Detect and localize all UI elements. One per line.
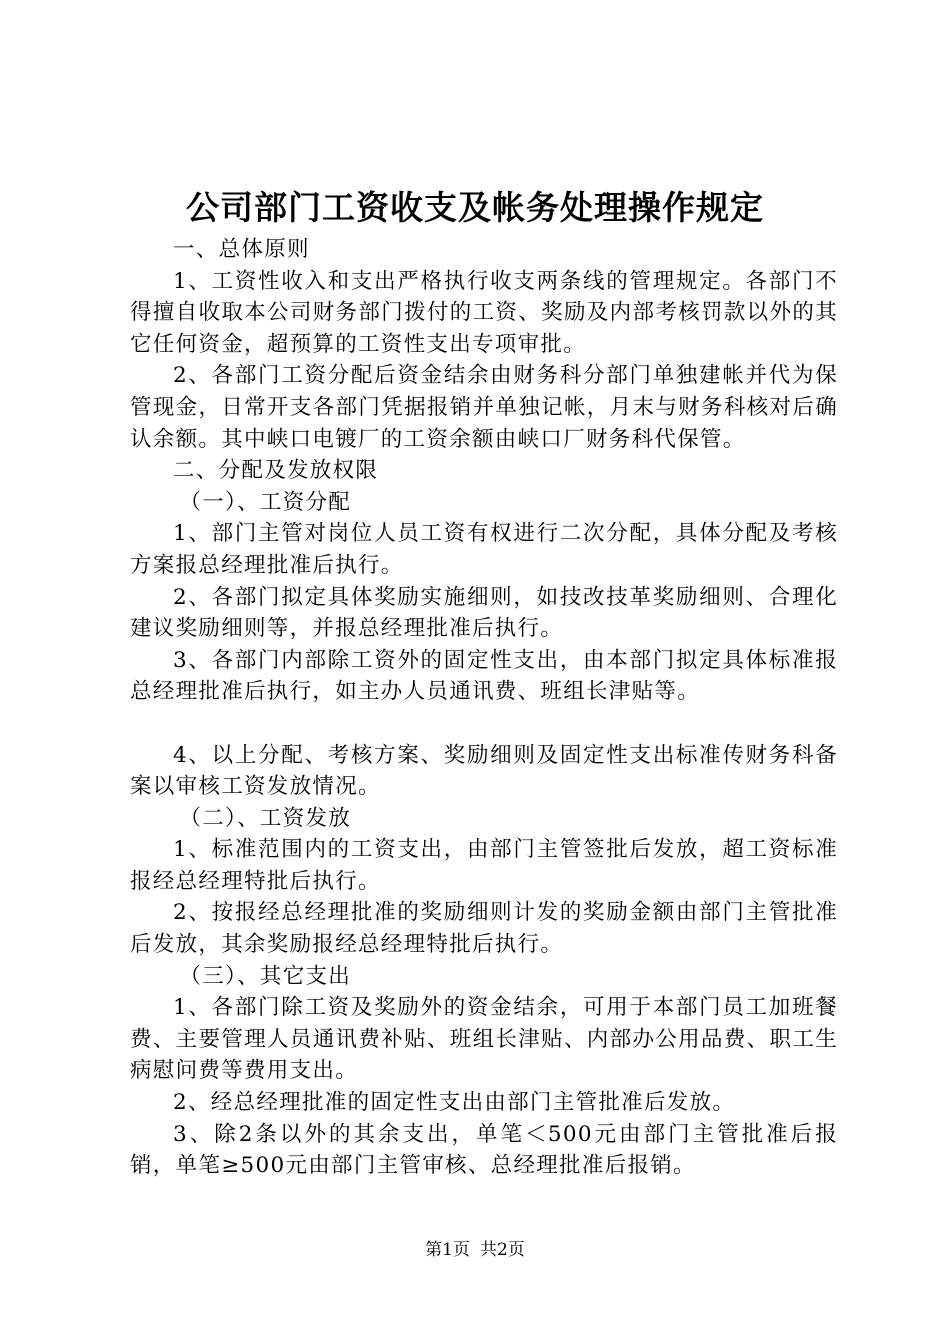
section-heading-general-principles: 一、总体原则 — [173, 237, 310, 262]
paragraph: 1、工资性收入和支出严格执行收支两条线的管理规定。各部门不得擅自收取本公司财务部门拨付的工资、奖励及内部考核罚款以外的其它任何资金，超预算的工资性支出专项审批。 — [130, 268, 838, 357]
paragraph: 1、各部门除工资及奖励外的资金结余，可用于本部门员工加班餐费、主要管理人员通讯费补贴、班组长津贴、内部办公用品费、职工生病慰问费等费用支出。 — [130, 995, 838, 1084]
page-number: 第1页 — [425, 1240, 470, 1260]
section-heading-distribution-authority: 二、分配及发放权限 — [173, 458, 379, 484]
subsection-heading-wage-payment: （二）、工资发放 — [179, 805, 352, 831]
subsection-heading-wage-distribution: （一）、工资分配 — [179, 489, 352, 515]
blank-line — [130, 708, 838, 740]
subsection-heading-other-expenses: （三）、其它支出 — [179, 963, 352, 989]
paragraph: 2、按报经总经理批准的奖励细则计发的奖励金额由部门主管批准后发放，其余奖励报经总经理特批后执行。 — [130, 900, 838, 958]
paragraph: 4、以上分配、考核方案、奖励细则及固定性支出标准传财务科备案以审核工资发放情况。 — [130, 742, 838, 800]
paragraph: 2、各部门拟定具体奖励实施细则，如技改技革奖励细则、合理化建议奖励细则等，并报总经理批准后执行。 — [130, 584, 838, 642]
paragraph: 2、各部门工资分配后资金结余由财务科分部门单独建帐并代为保管现金，日常开支各部门凭据报销并单独记帐，月末与财务科核对后确认余额。其中峡口电镀厂的工资余额由峡口厂财务科代保管。 — [130, 363, 838, 452]
page-footer — [0, 1238, 950, 1262]
paragraph: 3、除2条以外的其余支出，单笔＜500元由部门主管批准后报销，单笔≥500元由部门主管审核、总经理批准后报销。 — [130, 1121, 838, 1179]
page-total: 共2页 — [480, 1240, 525, 1260]
document-title: 公司部门工资收支及帐务处理操作规定 — [186, 188, 764, 227]
paragraph: 1、标准范围内的工资支出，由部门主管签批后发放，超工资标准报经总经理特批后执行。 — [130, 837, 838, 894]
paragraph: 1、部门主管对岗位人员工资有权进行二次分配，具体分配及考核方案报总经理批准后执行。 — [130, 521, 838, 578]
document-body — [130, 234, 838, 1182]
paragraph: 3、各部门内部除工资外的固定性支出，由本部门拟定具体标准报总经理批准后执行，如主办人员通讯费、班组长津贴等。 — [130, 647, 838, 705]
paragraph: 2、经总经理批准的固定性支出由部门主管批准后发放。 — [173, 1090, 736, 1116]
